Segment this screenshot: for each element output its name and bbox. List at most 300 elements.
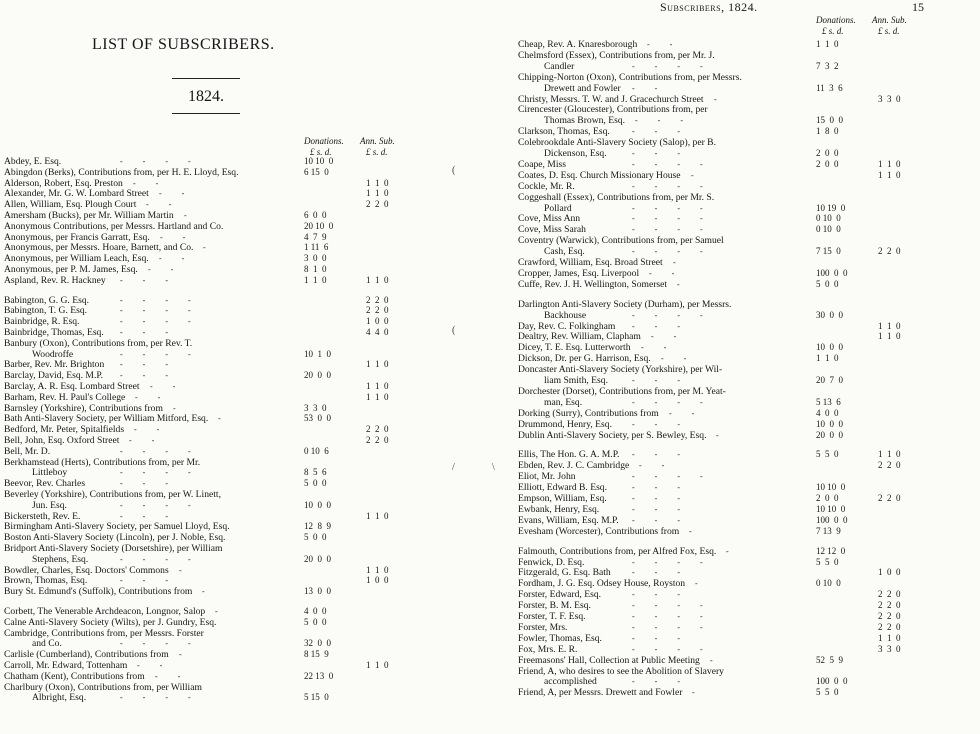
annual-subscription-amount: 1 1 0 [366, 564, 389, 575]
donation-amount: 8 5 6 [304, 467, 327, 478]
leader-dashes: - - - - [120, 349, 191, 359]
donation-amount: 30 0 0 [816, 309, 843, 320]
subscriber-name: Thomas Brown, Esq. [544, 115, 626, 127]
subscriber-name: Anonymous, per Francis Garratt, Esq. [4, 231, 150, 243]
donation-amount: 2 0 0 [816, 148, 839, 158]
leader-dashes: - - - - [632, 472, 703, 482]
subscriber-name: Clarkson, Thomas, Esq. [518, 126, 610, 138]
leader-dashes: - - - - [120, 639, 191, 649]
annual-subscription-amount: 1 1 0 [366, 359, 389, 370]
leader-dashes: - - - - [632, 159, 703, 169]
leader-dashes: - [695, 579, 698, 589]
leader-dashes: - - - [120, 275, 168, 285]
leader-dashes: - - - - [632, 397, 703, 407]
page-number: 15 [912, 0, 924, 14]
donations-heading: Donations. [304, 136, 344, 146]
subscriber-entry [512, 655, 980, 666]
subscriber-name: Day, Rev. C. Folkingham [518, 320, 616, 332]
donation-amount: 100 0 0 [816, 267, 848, 278]
subscriber-name: Stephens, Esq. [32, 553, 89, 565]
leader-dashes: - [179, 565, 182, 575]
subscriber-name: Woodroffe [32, 348, 74, 360]
subscriber-name: Chelmsford (Essex), Contributions from, per Mr. J. [518, 49, 715, 61]
leader-dashes: - - - - [632, 557, 703, 567]
subscriber-entry [512, 386, 980, 397]
leader-dashes: - - - - [632, 247, 703, 257]
subscriber-entry [0, 478, 470, 489]
leader-dashes: - - [129, 436, 155, 445]
subscriber-name: Eliot, Mr. John [518, 471, 576, 483]
annual-subscription-amount: 2 2 0 [366, 294, 389, 305]
subscriber-entry [0, 370, 470, 381]
subscriber-entry [512, 676, 980, 687]
subscriber-name: Bury St. Edmund's (Suffolk), Contributions from [4, 586, 193, 598]
subscriber-name: Ebden, Rev. J. C. Cambridge [518, 460, 630, 472]
donation-amount: 10 0 0 [304, 499, 331, 510]
leader-dashes: - [173, 403, 176, 413]
subscriber-entry [512, 353, 980, 364]
annual-subscription-amount: 2 2 0 [366, 199, 389, 210]
subscriber-name: Barham, Rev. H. Paul's College [4, 391, 126, 403]
subscriber-entry [0, 242, 470, 253]
leader-dashes: - - - [120, 479, 168, 489]
donation-amount: 7 3 2 [816, 60, 839, 71]
leader-dashes: - [203, 243, 206, 253]
donation-amount: 20 7 0 [816, 375, 843, 385]
subscriber-name: Bainbridge, R. Esq. [4, 316, 80, 328]
leader-dashes: - - - - [632, 214, 703, 224]
donation-amount: 5 0 0 [304, 616, 327, 627]
donation-amount: 100 0 0 [816, 676, 848, 687]
leader-dashes: - - [159, 189, 185, 199]
subscriber-entry [512, 203, 980, 214]
subscriber-name: Fordham, J. G. Esq. Odsey House, Royston [518, 578, 686, 590]
subscriber-entry [0, 511, 470, 522]
subscriber-entry [512, 460, 980, 471]
left-page [0, 0, 480, 734]
annual-subscription-amount: 1 1 0 [366, 177, 389, 188]
subscriber-entry [512, 126, 980, 137]
leader-dashes: - - - - [120, 554, 191, 564]
subscriber-entry [0, 692, 470, 703]
subscriber-entry [0, 565, 470, 576]
subscriber-name: Aspland, Rev. R. Hackney [4, 274, 106, 286]
subscriber-name: Barclay, A. R. Esq. Lombard Street [4, 381, 140, 392]
subscriber-entry [0, 424, 470, 435]
subscriber-name: Bath Anti-Slavery Society, per William Mitford, Esq. [4, 413, 209, 425]
list-year: 1824. [188, 88, 224, 105]
subscriber-name: Bell, Mr. D. [4, 445, 51, 457]
subscriber-entry [0, 682, 470, 693]
subscriber-name: liam Smith, Esq. [544, 375, 608, 386]
subscriber-name: Fox, Mrs. E. R. [518, 643, 578, 655]
donation-amount: 10 1 0 [304, 348, 331, 359]
donation-amount: 20 10 0 [304, 220, 334, 231]
annual-subscription-amount: 3 3 0 [878, 93, 901, 104]
subscriber-entry [0, 446, 470, 457]
gutter-mark: \ [492, 462, 495, 473]
leader-dashes: - - - [632, 149, 680, 158]
subscriber-name: Doncaster Anti-Slavery Society (Yorkshire), per Wil- [518, 364, 723, 376]
annual-units: £ s. d. [366, 147, 388, 157]
subscriber-name: Barclay, David, Esq. M.P. [4, 370, 104, 382]
donation-amount: 13 0 0 [304, 586, 331, 597]
subscriber-entry [0, 178, 470, 189]
subscriber-entry [0, 649, 470, 660]
subscriber-entry [512, 310, 980, 321]
subscriber-name: Freemasons' Hall, Collection at Public Meeting [518, 654, 700, 666]
subscriber-entry [0, 232, 470, 243]
leader-dashes: - [677, 279, 680, 289]
leader-dashes: - - - - [632, 644, 703, 654]
donation-amount: 5 5 0 [816, 556, 839, 567]
subscriber-entry [0, 628, 470, 639]
annual-subscription-amount: 2 2 0 [878, 621, 901, 632]
donation-amount: 3 0 0 [304, 253, 327, 264]
leader-dashes: - - [669, 408, 695, 418]
subscriber-name: Empson, William, Esq. [518, 493, 607, 504]
subscriber-name: Babington, T. G. Esq. [4, 305, 88, 317]
annual-subscription-amount: 1 0 0 [878, 567, 901, 578]
subscriber-entry [512, 515, 980, 526]
leader-dashes: - - - - [632, 203, 703, 213]
subscriber-entry [512, 526, 980, 537]
donations-units-right: £ s. d. [822, 26, 844, 36]
donation-amount: 12 12 0 [816, 545, 846, 556]
annual-subscription-amount: 1 1 0 [366, 510, 389, 521]
leader-dashes: - - - [632, 376, 680, 385]
subscriber-name: Barber, Rev. Mr. Brighton [4, 359, 105, 371]
donation-amount: 10 19 0 [816, 202, 846, 213]
subscriber-name: Cove, Miss Sarah [518, 224, 586, 236]
subscriber-entry [512, 257, 980, 268]
subscriber-entry [512, 61, 980, 72]
annual-sub-heading: Ann. Sub. [360, 136, 395, 146]
leader-dashes: - - - - [632, 225, 703, 235]
subscriber-entry [512, 546, 980, 557]
subscriber-entry [512, 268, 980, 279]
leader-dashes: - - [160, 232, 186, 242]
leader-dashes: - - [639, 461, 665, 471]
donation-amount: 7 15 0 [816, 246, 841, 257]
donation-amount: 1 11 6 [304, 242, 329, 253]
leader-dashes: - - [133, 178, 159, 188]
subscriber-name: Ellis, The Hon. G. A. M.P. [518, 449, 620, 461]
subscriber-name: Dickenson, Esq. [544, 148, 607, 159]
leader-dashes: - - [647, 40, 673, 49]
subscriber-name: Cove, Miss Ann [518, 213, 581, 225]
title-rule [172, 78, 240, 79]
donation-amount: 0 10 6 [304, 445, 329, 456]
annual-subscription-amount: 1 1 0 [366, 660, 389, 670]
subscriber-entry [512, 375, 980, 386]
donation-amount: 1 1 0 [816, 353, 839, 364]
subscriber-entry [512, 246, 980, 257]
subscriber-entry [512, 104, 980, 115]
annual-subscription-amount: 2 2 0 [878, 611, 901, 621]
leader-dashes: - [689, 526, 692, 536]
running-head: Subscribers, 1824. [660, 0, 758, 14]
page-title: LIST OF SUBSCRIBERS. [92, 36, 275, 53]
gutter-mark: ( [452, 165, 456, 176]
leader-dashes: - [184, 211, 187, 220]
subscriber-name: Beverley (Yorkshire), Contributions from, per W. Linett, [4, 489, 221, 500]
annual-subscription-amount: 2 2 0 [878, 460, 901, 471]
leader-dashes: - - - - [120, 317, 191, 327]
leader-dashes: - - - [632, 419, 680, 429]
subscriber-name: Friend, A, per Messrs. Drewett and Fowler [518, 687, 683, 699]
subscriber-entry [512, 622, 980, 633]
subscriber-entry [512, 192, 980, 203]
donation-amount: 32 0 0 [304, 638, 331, 649]
donation-amount: 4 7 9 [304, 231, 327, 242]
subscriber-entry [512, 471, 980, 482]
annual-subscription-amount: 2 2 0 [366, 424, 389, 435]
subscriber-name: Bridport Anti-Slavery Society (Dorsetshire), per William [4, 543, 223, 554]
donation-amount: 5 0 0 [304, 532, 327, 543]
subscriber-entry [512, 279, 980, 290]
leader-dashes: - - - - [120, 157, 191, 166]
subscriber-name: accomplished [544, 676, 597, 688]
leader-dashes: - - - - [120, 693, 191, 703]
donation-amount: 10 10 0 [816, 503, 846, 514]
subscriber-name: Pollard [544, 202, 572, 214]
leader-dashes: - - [135, 392, 161, 402]
subscriber-name: Boston Anti-Slavery Society (Lincoln), per J. Noble, Esq. [4, 532, 226, 544]
leader-dashes: - - - [632, 321, 680, 331]
leader-dashes: - - - [635, 116, 683, 126]
subscriber-entry [0, 554, 470, 565]
subscriber-entry [512, 72, 980, 83]
subscriber-entry [512, 137, 980, 148]
subscriber-entry [0, 210, 470, 221]
subscriber-name: Elliott, Edward B. Esq. [518, 482, 607, 494]
leader-dashes: - [218, 414, 221, 424]
leader-dashes: - - [641, 343, 667, 353]
subscriber-entry [512, 430, 980, 441]
subscriber-entry [512, 170, 980, 181]
donation-amount: 20 0 0 [304, 370, 331, 381]
subscriber-name: Birmingham Anti-Slavery Society, per Samuel Lloyd, Esq. [4, 521, 230, 533]
subscriber-entry [512, 181, 980, 192]
subscriber-name: Jun. Esq. [32, 499, 67, 511]
leader-dashes: - - - [632, 677, 680, 687]
subscriber-entry [512, 94, 980, 105]
subscriber-name: Dickson, Dr. per G. Harrison, Esq. [518, 353, 651, 365]
leader-dashes: - [692, 688, 695, 698]
donation-amount: 1 1 0 [816, 39, 839, 49]
annual-subscription-amount: 1 0 0 [366, 316, 389, 327]
gutter-mark: / [452, 462, 455, 473]
leader-dashes: - - [137, 661, 163, 670]
subscriber-name: Ewbank, Henry, Esq. [518, 503, 600, 515]
annual-subscription-amount: 2 2 0 [878, 589, 901, 600]
donation-amount: 10 10 0 [304, 156, 334, 166]
subscriber-name: Charlbury (Oxon), Contributions from, per William [4, 681, 202, 693]
leader-dashes: - - [651, 332, 677, 342]
subscriber-entry [0, 381, 470, 392]
subscriber-entry [0, 660, 470, 671]
donation-amount: 1 1 0 [304, 274, 327, 285]
subscriber-name: Drewett and Fowler [544, 82, 621, 94]
donation-amount: 10 0 0 [816, 342, 843, 353]
annual-units-right: £ s. d. [878, 26, 900, 36]
gutter-mark: ( [452, 325, 456, 336]
subscriber-entry [0, 575, 470, 586]
subscriber-name: Anonymous, per William Leach, Esq. [4, 253, 149, 265]
subscriber-entry [0, 167, 470, 178]
subscriber-name: Dublin Anti-Slavery Society, per S. Bewley, Esq. [518, 429, 707, 441]
subscriber-entry [0, 413, 470, 424]
leader-dashes: - - - [632, 590, 680, 600]
subscriber-name: man, Esq. [544, 396, 583, 408]
leader-dashes: - - - [632, 504, 680, 514]
leader-dashes: - - - - [120, 306, 191, 316]
subscriber-name: Dorking (Surry), Contributions from [518, 407, 659, 419]
donations-units: £ s. d. [310, 147, 332, 157]
subscriber-entry [512, 644, 980, 655]
subscriber-name: Forster, B. M. Esq. [518, 600, 591, 612]
donation-amount: 3 3 0 [304, 402, 327, 413]
leader-dashes: - - - - [632, 310, 703, 320]
subscriber-entry [512, 83, 980, 94]
leader-dashes: - - - [632, 515, 680, 525]
leader-dashes: - - - - [120, 500, 191, 510]
subscriber-entry [0, 521, 470, 532]
donations-heading-right: Donations. [816, 15, 856, 25]
subscriber-name: Christy, Messrs. T. W. and J. Gracechurch Street [518, 93, 704, 105]
donation-amount: 53 0 0 [304, 413, 331, 424]
subscriber-entry [512, 600, 980, 611]
subscriber-name: Amersham (Bucks), per Mr. William Martin [4, 210, 174, 221]
subscriber-entry [0, 392, 470, 403]
subscriber-name: Anonymous, per Messrs. Hoare, Barnett, and Co. [4, 242, 194, 254]
subscriber-name: Beevor, Rev. Charles [4, 478, 86, 490]
subscriber-entry [0, 671, 470, 682]
subscriber-entry [512, 589, 980, 600]
leader-dashes: - [179, 650, 182, 660]
donation-amount: 15 0 0 [816, 115, 843, 126]
subscriber-entry [0, 316, 470, 327]
leader-dashes: - - - [632, 633, 680, 643]
subscriber-entry [512, 148, 980, 159]
leader-dashes: - - - [120, 371, 168, 381]
subscriber-name: Bowdler, Charles, Esq. Doctors' Commons [4, 564, 169, 576]
subscriber-entry [0, 264, 470, 275]
leader-dashes: - - - [632, 450, 680, 460]
subscriber-entry [0, 532, 470, 543]
annual-subscription-amount: 2 2 0 [878, 493, 901, 503]
subscriber-entry [512, 342, 980, 353]
subscriber-entry [0, 489, 470, 500]
annual-subscription-amount: 1 1 0 [878, 632, 901, 643]
leader-dashes: - [714, 94, 717, 104]
subscriber-name: Barnsley (Yorkshire), Contributions from [4, 402, 163, 414]
donation-amount: 6 15 0 [304, 166, 329, 177]
subscriber-entry [0, 295, 470, 306]
donation-amount: 8 15 9 [304, 649, 329, 660]
leader-dashes: - - [661, 354, 687, 364]
subscriber-entry [0, 500, 470, 511]
subscriber-name: Anonymous Contributions, per Messrs. Hartland and Co. [4, 220, 224, 232]
subscriber-entry [0, 586, 470, 597]
subscriber-entry [0, 638, 470, 649]
leader-dashes: - - [649, 268, 675, 278]
donation-amount: 1 8 0 [816, 126, 839, 137]
leader-dashes: - - - - [632, 181, 703, 191]
donation-amount: 20 0 0 [816, 429, 843, 440]
leader-dashes: - - - - [120, 468, 191, 478]
leader-dashes: - - - - [120, 446, 191, 456]
leader-dashes: - [716, 430, 719, 440]
subscriber-name: Fowler, Thomas, Esq. [518, 632, 602, 644]
subscriber-entry [512, 504, 980, 515]
leader-dashes: - - [146, 200, 172, 210]
subscriber-name: Colebrookdale Anti-Slavery Society (Salop), per B. [518, 137, 716, 149]
subscriber-entry [0, 199, 470, 210]
leader-dashes: - - - [632, 568, 680, 578]
subscriber-name: Babington, G. G. Esq. [4, 294, 90, 306]
subscriber-name: Coape, Miss [518, 158, 566, 170]
subscriber-name: and Co. [32, 638, 62, 650]
leader-dashes: - [202, 587, 205, 597]
subscriber-entry [512, 557, 980, 568]
subscriber-name: Bickersteth, Rev. E. [4, 510, 81, 522]
donation-amount: 5 0 0 [816, 278, 839, 289]
subscriber-name: Littleboy [32, 467, 68, 479]
subscriber-name: Coggeshall (Essex), Contributions from, per Mr. S. [518, 191, 715, 203]
donation-amount: 8 1 0 [304, 264, 327, 274]
subscriber-entry [0, 188, 470, 199]
annual-sub-heading-right: Ann. Sub. [872, 15, 907, 25]
subscriber-name: Evans, William, Esq. M.P. [518, 514, 619, 526]
subscriber-name: Falmouth, Contributions from, per Alfred Fox, Esq. [518, 545, 717, 557]
donation-amount: 4 0 0 [304, 606, 327, 616]
year-rule [172, 113, 240, 114]
subscriber-name: Alderson, Robert, Esq. Preston [4, 177, 123, 189]
annual-subscription-amount: 2 2 0 [878, 600, 901, 611]
leader-dashes: - [726, 546, 729, 556]
subscriber-name: Forster, Edward, Esq. [518, 589, 602, 601]
subscriber-name: Cambridge, Contributions from, per Messrs. Forster [4, 627, 204, 639]
annual-subscription-amount: 3 3 0 [878, 643, 901, 654]
subscriber-entry [0, 457, 470, 468]
leader-dashes: - [691, 170, 694, 180]
leader-dashes: - - [150, 382, 176, 391]
subscriber-entry [512, 666, 980, 677]
leader-dashes: - - - [632, 483, 680, 493]
leader-dashes: - - - - [632, 622, 703, 632]
annual-subscription-amount: 2 2 0 [366, 305, 389, 316]
subscriber-name: Abdey, E. Esq. [4, 156, 62, 167]
donation-amount: 2 0 0 [816, 158, 839, 169]
subscriber-entry [512, 213, 980, 224]
annual-subscription-amount: 4 4 0 [366, 327, 389, 337]
subscriber-name: Alexander, Mr. G. W. Lombard Street [4, 188, 149, 200]
donation-amount: 0 10 0 [816, 224, 841, 235]
donation-amount: 5 5 0 [816, 449, 839, 460]
donation-amount: 6 0 0 [304, 210, 327, 220]
subscriber-name: Anonymous, per P. M. James, Esq. [4, 264, 138, 275]
leader-dashes: - - - [632, 494, 680, 503]
subscriber-entry [512, 235, 980, 246]
subscriber-name: Abingdon (Berks), Contributions from, per H. E. Lloyd, Esq. [4, 166, 239, 178]
leader-dashes: - - [159, 254, 185, 264]
annual-subscription-amount: 1 1 0 [366, 188, 389, 199]
subscriber-entry [512, 493, 980, 504]
subscriber-entry [0, 349, 470, 360]
subscriber-entry [512, 224, 980, 235]
